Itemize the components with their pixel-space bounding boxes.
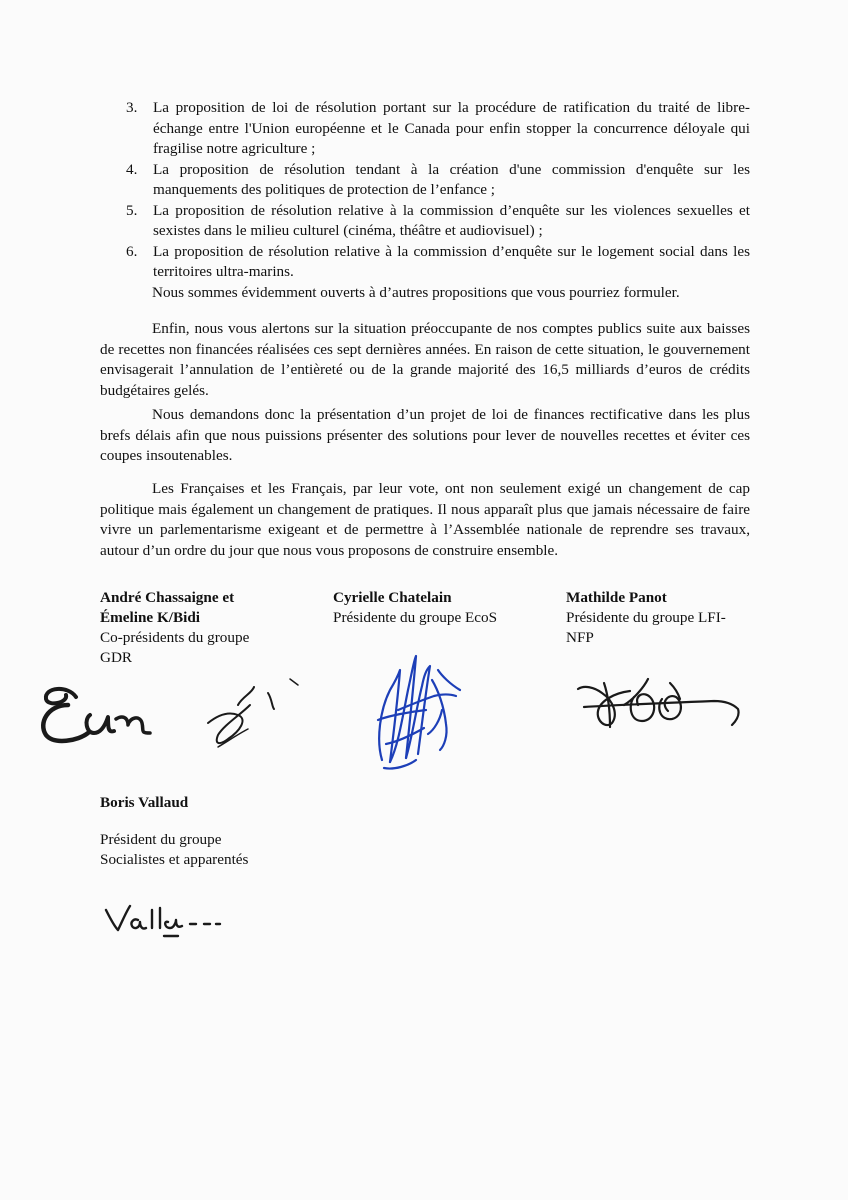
signatory-soc [100,793,188,813]
signature-gdr-image [28,675,318,785]
signatory-role: NFP [566,629,594,646]
list-item-text: La proposition de résolution relative à la commission d’enquête sur le logement social dans les territoires ultra-marins. [153,242,750,280]
signatory-gdr [100,588,249,668]
signatory-lfi [566,588,726,648]
signatory-role: GDR [100,649,133,666]
paragraph-public-accounts: Enfin, nous vous alertons sur la situation préoccupante de nos comptes publics suite aux baisses de recettes non financées réalisées ces sept dernières années. En raison de cette situation, le gouvernement envisagerait l’annulation de l’entièreté ou de la grande majorité des 16,5 milliards d’euros de crédits budgétaires gelés. [100,320,750,399]
list-item: 6. La proposition de résolution relative à la commission d’enquête sur le logement social dans les territoires ultra-marins. [126,242,750,280]
list-item: 4. La proposition de résolution tendant à la création d'une commission d'enquête sur les manquements des politiques de protection de l’enfance ; [126,160,750,198]
signatory-name: Cyrielle Chatelain [333,589,452,606]
paragraph-other-proposals: Nous sommes évidemment ouverts à d’autres propositions que vous pourriez formuler. [152,284,680,301]
signatory-name: Émeline K/Bidi [100,609,200,626]
signatory-role: Présidente du groupe LFI- [566,609,726,626]
list-item-text: La proposition de loi de résolution portant sur la procédure de ratification du traité de libre-échange entre l'Union européenne et le Canada pour enfin stopper la concurrence déloyale qui fragilise notre agriculture ; [153,99,750,157]
signatory-role: Président du groupe [100,831,222,848]
signatory-role: Présidente du groupe EcoS [333,609,498,626]
signatory-role: Socialistes et apparentés [100,851,249,868]
paragraph-conclusion: Les Françaises et les Français, par leur vote, ont non seulement exigé un changement de cap politique mais également un changement de pratiques. Il nous apparaît plus que jamais nécessaire de faire vivre un parlementarisme exigeant et de permettre à l’Assemblée nationale de reprendre ses travaux, autour d’un ordre du jour que nous vous proposons de construire ensemble. [100,480,750,559]
signatory-name: Mathilde Panot [566,589,667,606]
proposal-list [100,98,750,283]
signatory-role: Co-présidents du groupe [100,629,250,646]
signatory-name: Boris Vallaud [100,794,189,811]
list-item: 5. La proposition de résolution relative à la commission d’enquête sur les violences sexuelles et sexistes dans le milieu culturel (cinéma, théâtre et audiovisuel) ; [126,201,750,239]
signatory-ecos [333,588,497,628]
list-item: 3. La proposition de loi de résolution portant sur la procédure de ratification du traité de libre-échange entre l'Union européenne et le Canada pour enfin stopper la concurrence déloyale qui fragilise notre agriculture ; [126,99,750,157]
signature-lfi-image [574,675,749,735]
list-item-text: La proposition de résolution relative à la commission d’enquête sur les violences sexuelles et sexistes dans le milieu culturel (cinéma, théâtre et audiovisuel) ; [153,201,750,239]
signatory-soc-role [100,830,248,870]
paragraph-finance-bill: Nous demandons donc la présentation d’un projet de loi de finances rectificative dans les plus brefs délais afin que nous puissions présenter des solutions pour lever de nouvelles recettes et éviter ces coupes insoutenables. [100,406,750,464]
signatory-name: André Chassaigne et [100,589,235,606]
signature-ecos-image [368,650,468,780]
list-item-text: La proposition de résolution tendant à la création d'une commission d'enquête sur les manquements des politiques de protection de l’enfance ; [153,160,750,198]
signature-soc-image [104,900,224,942]
